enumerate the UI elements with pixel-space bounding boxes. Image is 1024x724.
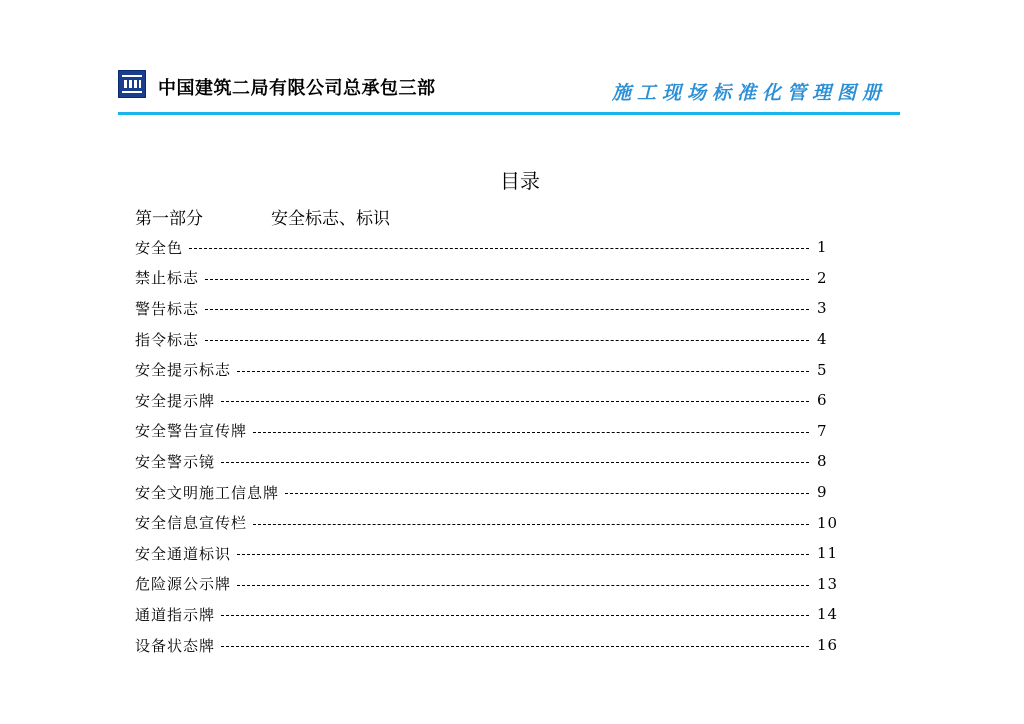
- toc-entry-label: 安全色: [135, 238, 184, 257]
- toc-entry-label: 禁止标志: [135, 269, 200, 288]
- toc-entry[interactable]: [135, 293, 847, 324]
- toc-entry[interactable]: [135, 477, 847, 508]
- toc-leader-dots: [237, 370, 809, 372]
- toc-entry-page: 10: [817, 513, 839, 532]
- toc-entry[interactable]: [135, 538, 847, 569]
- cscec-logo-mark: [119, 71, 145, 97]
- toc-leader-dots: [221, 614, 809, 616]
- toc-entry[interactable]: [135, 630, 847, 661]
- toc-entry[interactable]: [135, 599, 847, 630]
- toc-entry-page: 14: [817, 605, 839, 624]
- toc-entry-page: 13: [817, 574, 839, 593]
- section-heading: [135, 204, 390, 229]
- toc-entry[interactable]: [135, 232, 847, 263]
- toc-leader-dots: [189, 247, 809, 249]
- company-logo: [118, 70, 146, 98]
- toc-entry-label: 安全提示牌: [135, 391, 216, 410]
- toc-leader-dots: [285, 492, 809, 494]
- toc-entry-label: 安全通道标识: [135, 544, 232, 563]
- toc-entry-label: 安全警告宣传牌: [135, 422, 248, 441]
- toc-entry-page: 9: [817, 483, 828, 502]
- toc-entry-page: 16: [817, 636, 839, 655]
- toc-leader-dots: [221, 645, 809, 647]
- handbook-title: 施工现场标准化管理图册: [612, 82, 888, 104]
- toc-list: [135, 232, 847, 660]
- toc-entry-page: 11: [817, 544, 839, 563]
- toc-entry[interactable]: [135, 263, 847, 294]
- toc-entry[interactable]: [135, 324, 847, 355]
- toc-entry-page: 1: [817, 238, 828, 257]
- toc-leader-dots: [237, 553, 809, 555]
- toc-entry-label: 警告标志: [135, 299, 200, 318]
- toc-entry[interactable]: [135, 416, 847, 447]
- toc-leader-dots: [253, 523, 809, 525]
- toc-entry-label: 安全提示标志: [135, 361, 232, 380]
- toc-leader-dots: [205, 278, 809, 280]
- toc-entry-page: 4: [817, 330, 828, 349]
- toc-entry-page: 2: [817, 268, 828, 287]
- toc-entry-label: 安全警示镜: [135, 452, 216, 471]
- toc-leader-dots: [221, 461, 809, 463]
- toc-entry-page: 3: [817, 299, 828, 318]
- header-divider: [118, 112, 900, 115]
- toc-entry[interactable]: [135, 569, 847, 600]
- toc-entry[interactable]: [135, 354, 847, 385]
- toc-entry[interactable]: [135, 507, 847, 538]
- company-name: 中国建筑二局有限公司总承包三部: [158, 78, 436, 99]
- toc-leader-dots: [205, 339, 809, 341]
- toc-entry-label: 安全文明施工信息牌: [135, 483, 280, 502]
- toc-leader-dots: [205, 308, 809, 310]
- toc-entry-page: 8: [817, 452, 828, 471]
- toc-entry-label: 指令标志: [135, 330, 200, 349]
- toc-entry-label: 设备状态牌: [135, 636, 216, 655]
- toc-entry-page: 6: [817, 391, 828, 410]
- toc-leader-dots: [237, 584, 809, 586]
- toc-entry-label: 危险源公示牌: [135, 575, 232, 594]
- toc-leader-dots: [253, 431, 809, 433]
- toc-entry-page: 7: [817, 421, 828, 440]
- toc-title: 目录: [500, 169, 540, 193]
- toc-leader-dots: [221, 400, 809, 402]
- section-number: 第一部分: [135, 209, 203, 229]
- toc-entry[interactable]: [135, 446, 847, 477]
- toc-entry-page: 5: [817, 360, 828, 379]
- toc-entry-label: 安全信息宣传栏: [135, 514, 248, 533]
- toc-entry-label: 通道指示牌: [135, 605, 216, 624]
- toc-entry[interactable]: [135, 385, 847, 416]
- section-title: 安全标志、标识: [271, 209, 390, 229]
